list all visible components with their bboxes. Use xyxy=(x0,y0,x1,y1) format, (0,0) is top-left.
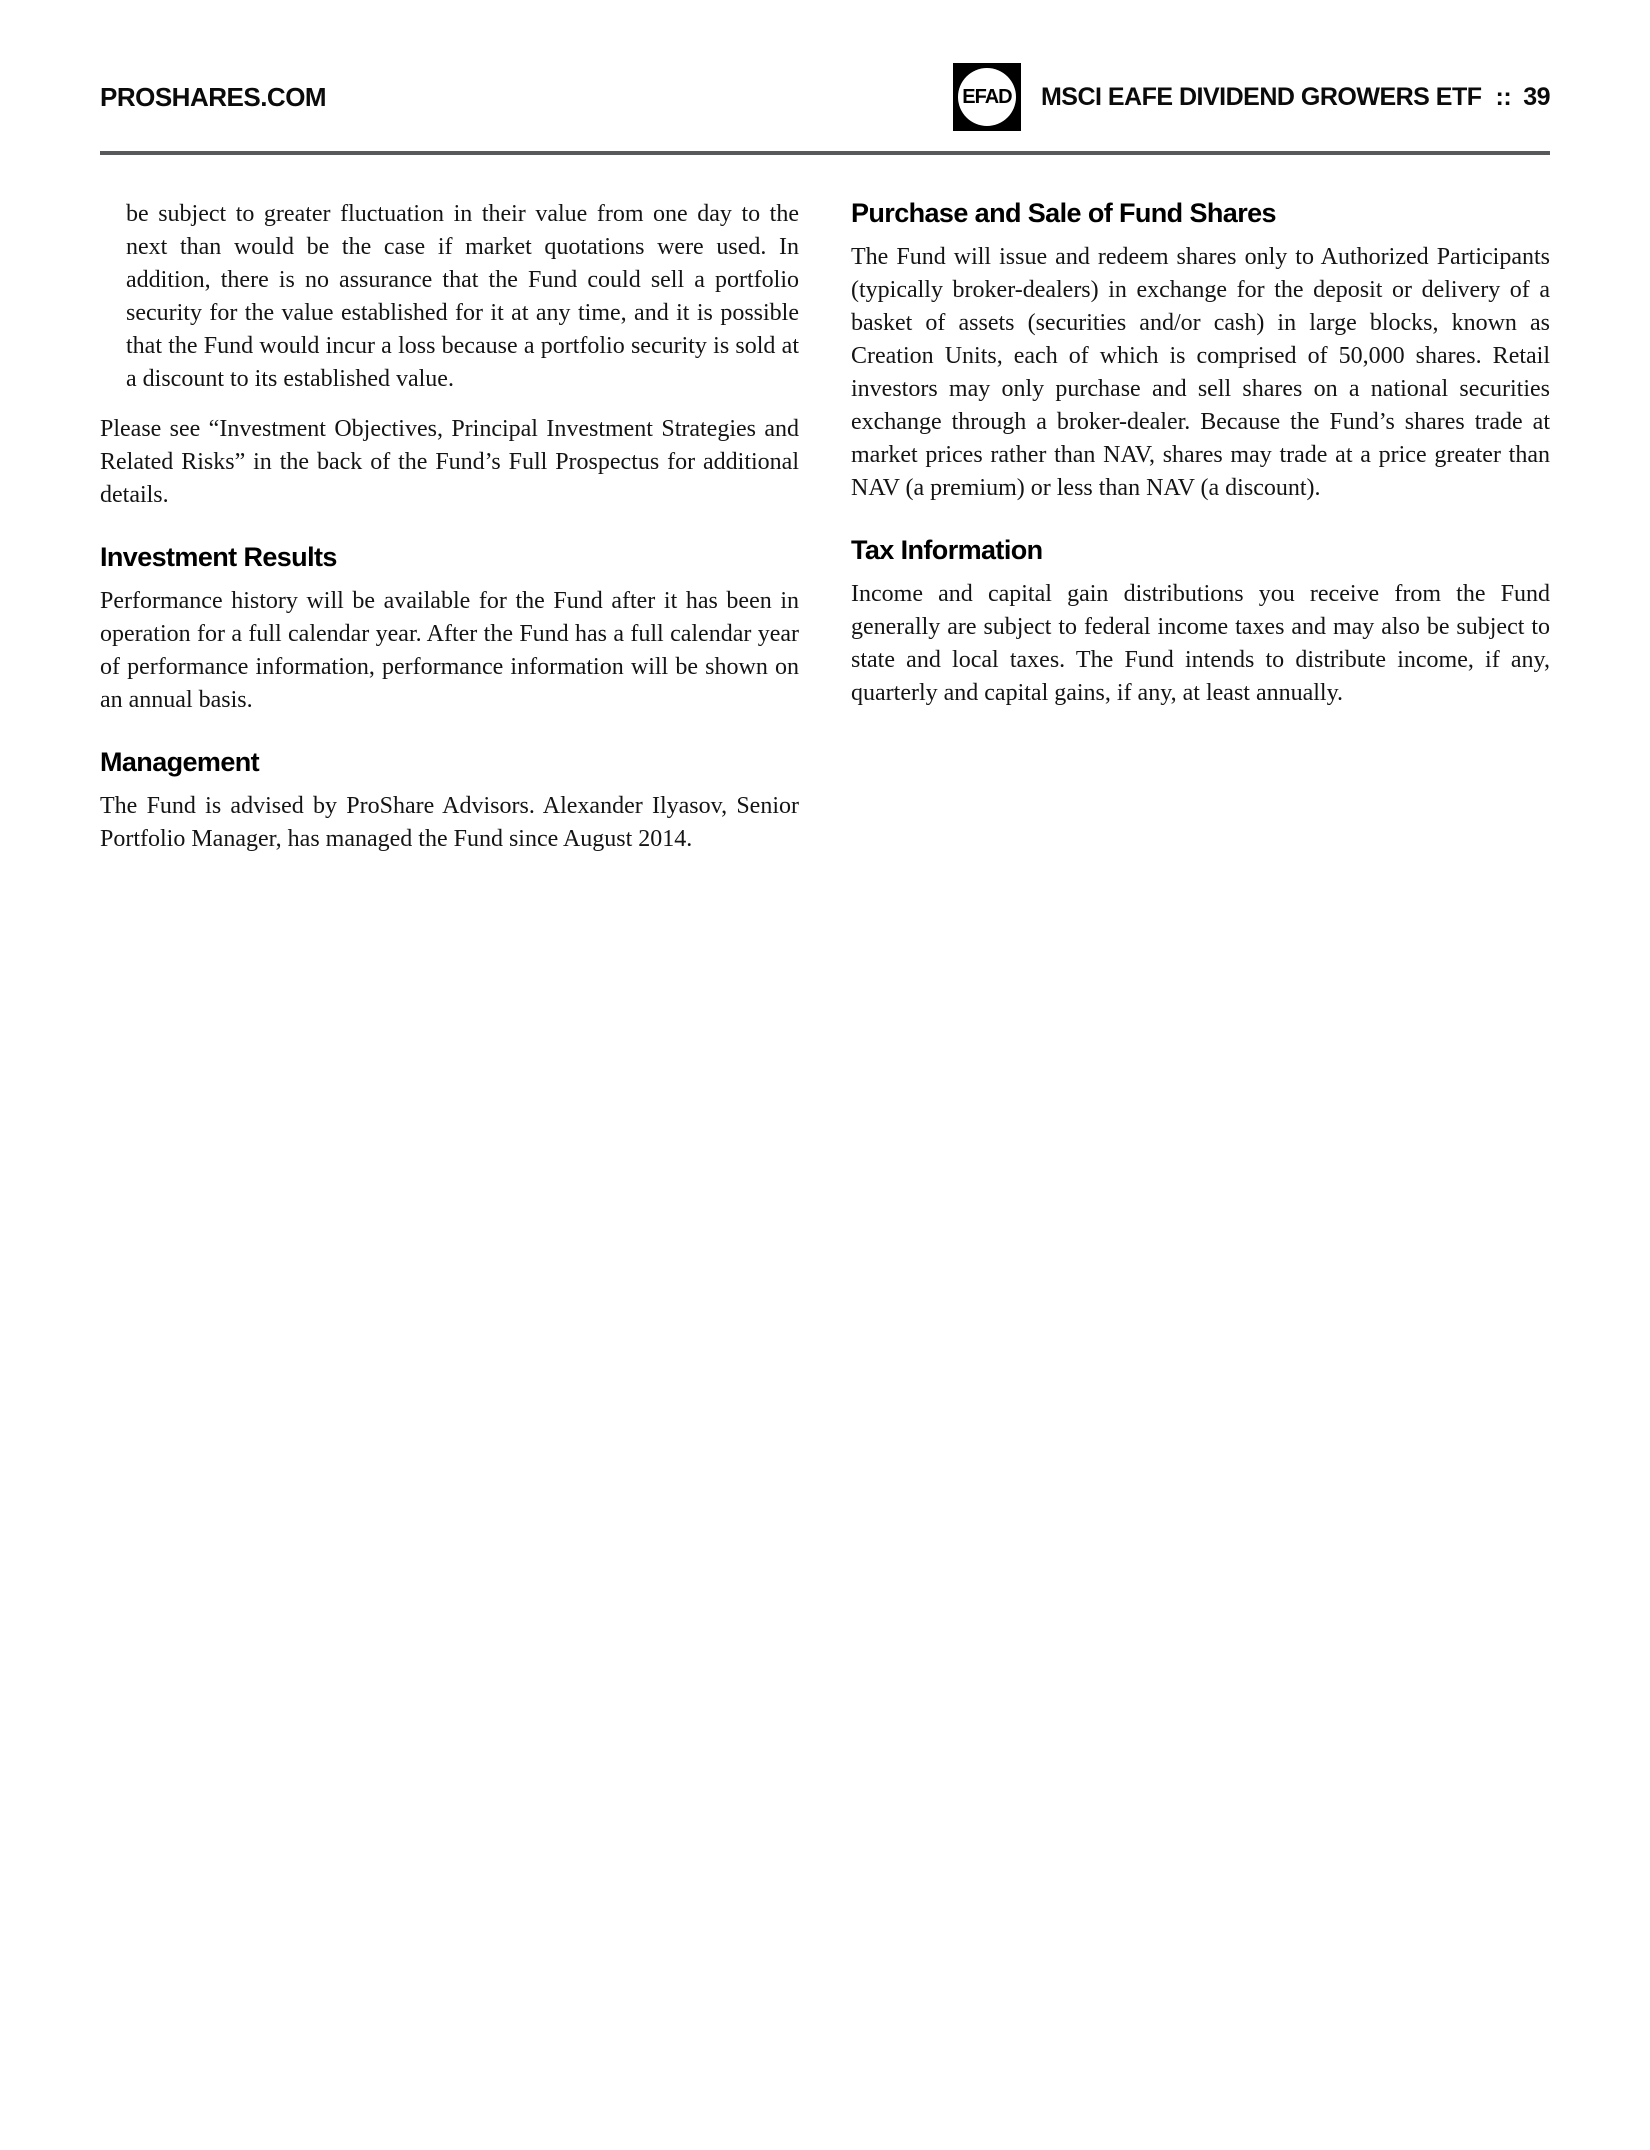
heading-purchase-and-sale: Purchase and Sale of Fund Shares xyxy=(851,198,1276,228)
paragraph-purchase-and-sale: The Fund will issue and redeem shares only to Authorized Participants (typically broker-dealers) in exchange for the deposit or delivery of a basket of assets (securities and/or cash) in large blocks, known as Creation Units, each of which is comprised of 50,000 shares. Retail investors may only purchase and sell shares on a national securities exchange through a broker-dealer. Because the Fund’s shares trade at market prices rather than NAV, shares may trade at a price greater than NAV (a premium) or less than NAV (a discount). xyxy=(851,244,1550,501)
site-url-text: PROSHARES.COM xyxy=(100,81,327,112)
header-separator: :: xyxy=(1495,82,1512,111)
right-column xyxy=(851,198,1550,873)
paragraph-management: The Fund is advised by ProShare Advisors. Alexander Ilyasov, Senior Portfolio Manager, has managed the Fund since August 2014. xyxy=(100,793,799,852)
page-header xyxy=(100,58,1550,136)
page-number: 39 xyxy=(1523,82,1550,111)
header-divider-rule xyxy=(100,151,1550,155)
fund-ticker-badge xyxy=(953,63,1021,131)
paragraph-risk-continuation: be subject to greater fluctuation in their value from one day to the next than would be the case if market quotations were used. In addition, there is no assurance that the Fund could sell a portfolio security for the value established for it at any time, and it is possible that the Fund would incur a loss because a portfolio security is sold at a discount to its established value. xyxy=(126,201,799,392)
fund-ticker: EFAD xyxy=(962,85,1012,108)
heading-tax-information: Tax Information xyxy=(851,535,1043,565)
paragraph-please-see: Please see “Investment Objectives, Principal Investment Strategies and Related Risks” in the back of the Fund’s Full Prospectus for additional details. xyxy=(100,416,799,508)
heading-investment-results: Investment Results xyxy=(100,542,337,572)
fund-ticker-circle xyxy=(958,68,1016,126)
heading-management: Management xyxy=(100,747,260,777)
two-column-content xyxy=(100,198,1550,873)
fund-title-line xyxy=(1041,83,1550,112)
left-column xyxy=(100,198,799,873)
paragraph-tax-information: Income and capital gain distributions you receive from the Fund generally are subject to federal income taxes and may also be subject to state and local taxes. The Fund intends to distribute income, if any, quarterly and capital gains, if any, at least annually. xyxy=(851,581,1550,706)
fund-title: MSCI EAFE DIVIDEND GROWERS ETF xyxy=(1040,82,1482,111)
paragraph-investment-results: Performance history will be available for the Fund after it has been in operation for a full calendar year. After the Fund has a full calendar year of performance information, performance information will be shown on an annual basis. xyxy=(100,588,799,713)
header-fund-identity xyxy=(953,63,1550,131)
